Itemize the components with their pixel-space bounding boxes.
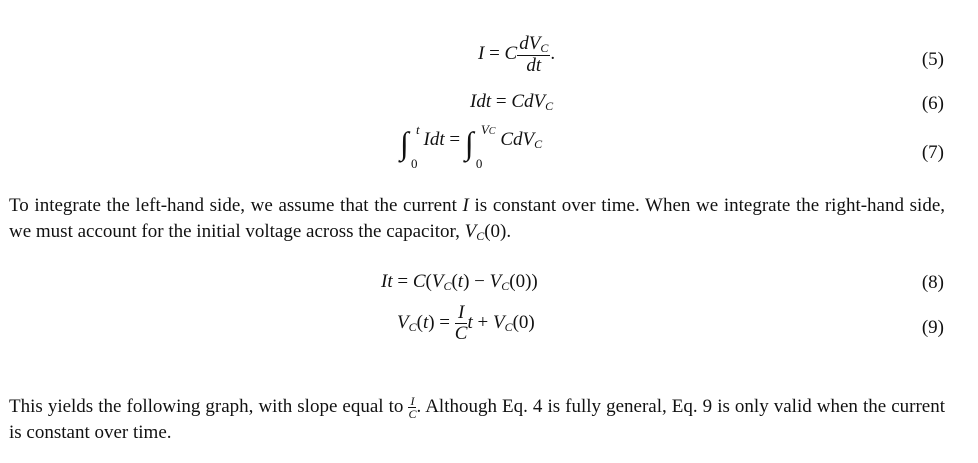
equation-7: ∫ t 0 Idt = ∫ VC 0 CdV$_C$ — [400, 122, 543, 171]
equation-number-5: (5) — [921, 49, 944, 70]
slope-fraction-denominator: C — [408, 407, 417, 421]
slope-fraction-numerator: I — [408, 395, 416, 408]
equation-number-8: (8) — [921, 272, 944, 293]
equation-8: $It = C(V_C(t) - V_C(0))$ — [381, 271, 538, 293]
paragraph-2-before: This yields the following graph, with slope equal to — [9, 396, 404, 417]
equation-9: $V_C(t)$ = $\frac{I}{C}$ $t + V_C(0)$ — [397, 302, 535, 344]
paragraph-2 — [9, 394, 945, 446]
paragraph-2-after: . Although Eq. 4 is fully general, Eq. 9 is only valid when the current is constant over time. — [9, 396, 945, 443]
equation-6: Idt = CdV$_C$ — [470, 91, 554, 113]
equation-number-9: (9) — [921, 317, 944, 338]
equation-number-6: (6) — [921, 93, 944, 114]
equation-5: I = C $\frac{dV_C}{dt}$ . — [478, 33, 556, 76]
paragraph-1: To integrate the left-hand side, we assume that the current I is constant over time. When we integrate the right-hand side, we must account for the initial voltage across the capacitor, $V_C(0)$. — [9, 195, 945, 243]
equation-number-7: (7) — [921, 142, 944, 163]
